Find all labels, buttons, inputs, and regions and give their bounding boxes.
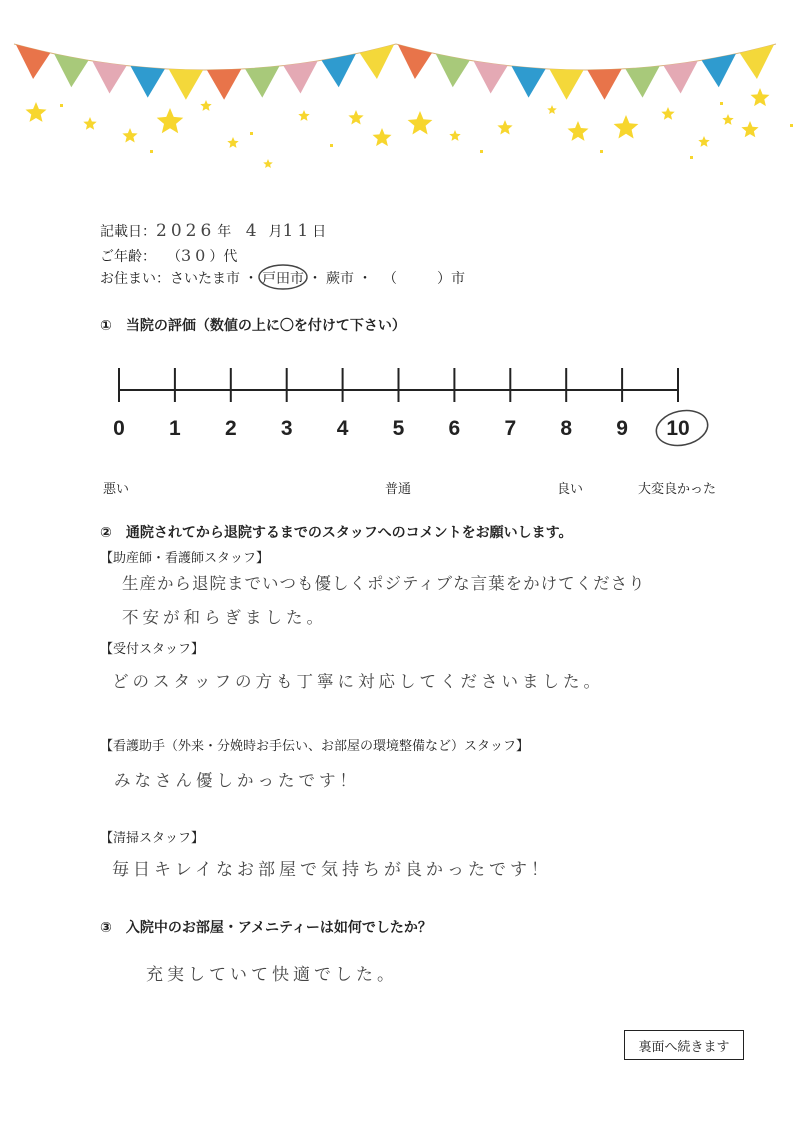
section-title-reception: 【受付スタッフ】 <box>100 642 205 657</box>
date-month: 4 <box>245 221 261 241</box>
scale-number-6: 6 <box>448 417 461 440</box>
residence-option-toda-label: 戸田市 <box>262 271 304 287</box>
age-open: （ <box>174 249 181 265</box>
comment-reception: どのスタッフの方も丁寧に対応してくださいました。 <box>112 672 604 691</box>
section-title-assistant: 【看護助手（外来・分娩時お手伝い、お部屋の環境整備など）スタッフ】 <box>100 739 530 754</box>
date-year-unit: 年 <box>217 224 232 240</box>
age-label: ご年齢： <box>100 249 156 265</box>
section-title-nurse: 【助産師・看護師スタッフ】 <box>100 551 270 566</box>
q3-heading: ③ 入院中のお部屋・アメニティーは如何でしたか？ <box>100 920 432 936</box>
q1-heading: ① 当院の評価（数値の上に〇を付けて下さい） <box>100 318 406 334</box>
separator: ・ <box>358 271 372 287</box>
scale-label-bad: 悪い <box>103 482 130 497</box>
residence-label: お住まい： <box>100 271 170 287</box>
residence-other-close: ）市 <box>437 271 465 287</box>
rating-scale <box>0 0 800 470</box>
separator: ・ <box>308 271 322 287</box>
q3-answer: 充実していて快適でした。 <box>146 965 398 985</box>
scale-number-0: 0 <box>113 417 125 440</box>
scale-number-9: 9 <box>616 417 628 440</box>
scale-number-8: 8 <box>560 417 573 440</box>
residence-option-warabi: 蕨市 <box>326 271 354 287</box>
q2-heading: ② 通院されてから退院するまでのスタッフへのコメントをお願いします。 <box>100 525 573 541</box>
age-close: ）代 <box>209 249 238 265</box>
date-label: 記載日： <box>100 224 156 240</box>
comment-assistant: みなさん優しかったです！ <box>114 771 360 790</box>
comment-nurse-line-2: 不安が和らぎました。 <box>122 608 327 627</box>
age-value: 30 <box>181 246 210 265</box>
scale-number-1: 1 <box>169 417 181 440</box>
scale-number-4: 4 <box>336 417 349 440</box>
residence-other-open: （ <box>390 271 397 287</box>
scale-number-10: 10 <box>666 417 690 440</box>
date-day-unit: 日 <box>312 224 327 240</box>
comment-cleaning: 毎日キレイなお部屋で気持ちが良かったです！ <box>112 860 552 880</box>
comment-nurse-line-1: 生産から退院までいつも優しくポジティブな言葉をかけてくださり <box>122 574 646 593</box>
scale-label-good: 良い <box>557 482 584 497</box>
scale-label-normal: 普通 <box>385 482 412 497</box>
scale-number-2: 2 <box>224 417 237 440</box>
section-title-cleaning: 【清掃スタッフ】 <box>100 831 205 846</box>
continue-on-back-box: 裏面へ続きます <box>624 1030 744 1060</box>
scale-number-3: 3 <box>280 417 293 440</box>
date-year: 2026 <box>156 221 216 241</box>
date-month-unit: 月 <box>268 224 283 240</box>
separator: ・ <box>244 271 258 287</box>
scale-number-7: 7 <box>504 417 517 440</box>
date-day: 11 <box>282 221 313 241</box>
scale-number-5: 5 <box>392 417 405 440</box>
residence-option-saitama: さいたま市 <box>170 271 240 287</box>
scale-label-very-good: 大変良かった <box>638 482 717 497</box>
